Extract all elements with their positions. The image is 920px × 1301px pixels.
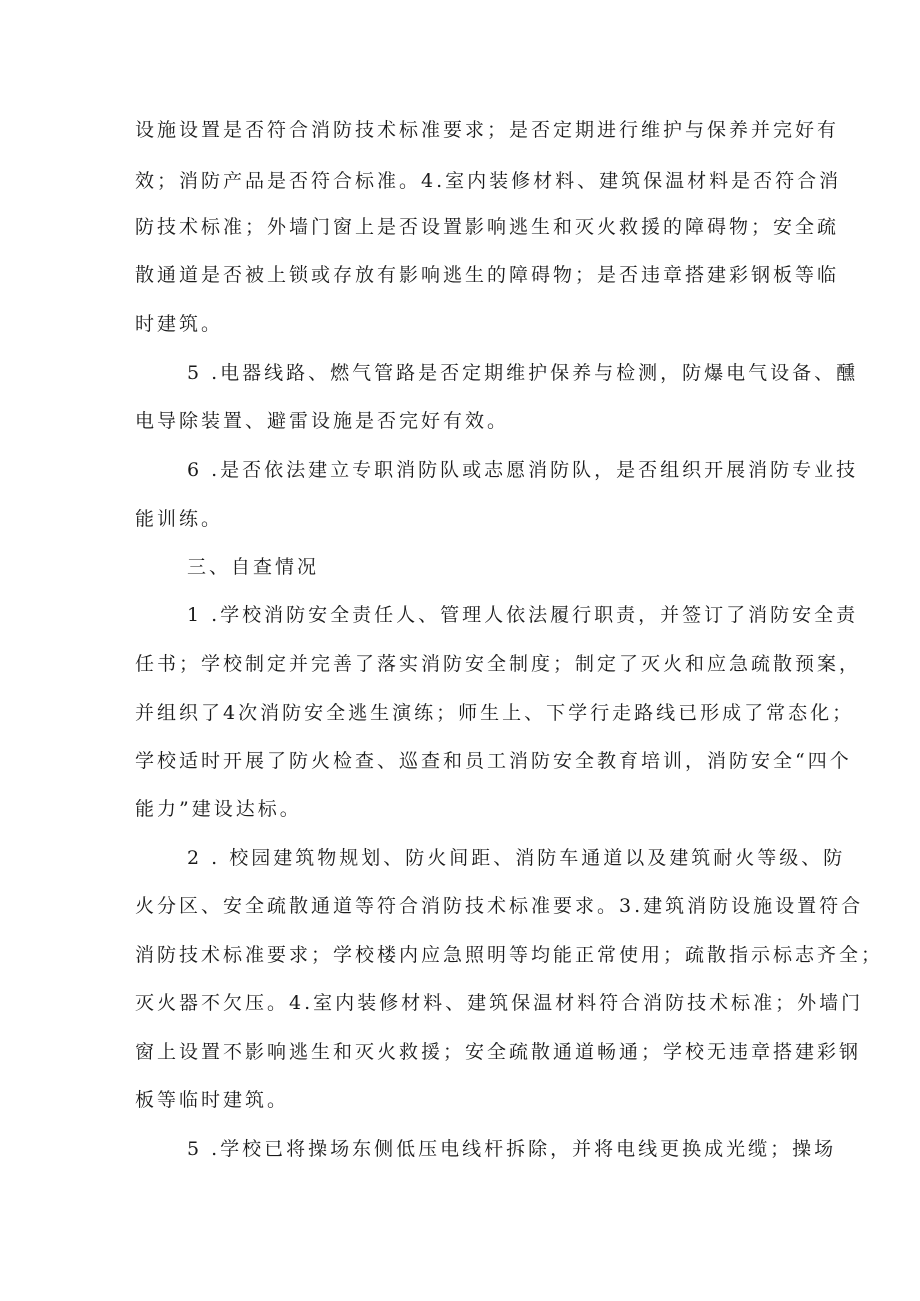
- self-check-item-2-line-1: 2 . 校园建筑物规划、防火间距、消防车通道以及建筑耐火等级、防: [187, 847, 846, 869]
- text-line: 防技术标准；外墙门窗上是否设置影响逃生和灭火救援的障碍物；安全疏: [135, 216, 840, 238]
- text-line: 任书；学校制定并完善了落实消防安全制度；制定了灭火和应急疏散预案，: [135, 653, 862, 675]
- text-line: 能力”建设达标。: [135, 798, 302, 820]
- text-line: 能训练。: [135, 508, 224, 530]
- text-line: 散通道是否被上锁或存放有影响逃生的障碍物；是否违章搭建彩钢板等临: [135, 264, 840, 286]
- text-line: 并组织了4次消防安全逃生演练；师生上、下学行走路线已形成了常态化；: [135, 702, 855, 724]
- text-line: 窗上设置不影响逃生和灭火救援；安全疏散通道畅通；学校无违章搭建彩钢: [135, 1041, 862, 1063]
- text-line: 时建筑。: [135, 313, 224, 335]
- text-line: 效；消防产品是否符合标准。4.室内装修材料、建筑保温材料是否符合消: [135, 170, 842, 192]
- text-line: 板等临时建筑。: [135, 1089, 290, 1111]
- self-check-item-1-line-1: 1 .学校消防安全责任人、管理人依法履行职责，并签订了消防安全责: [187, 604, 859, 626]
- text-line: 电导除装置、避雷设施是否完好有效。: [135, 410, 510, 432]
- paragraph-6-line-1: 6 .是否依法建立专职消防队或志愿消防队，是否组织开展消防专业技: [187, 459, 859, 481]
- text-line: 设施设置是否符合消防技术标准要求；是否定期进行维护与保养并完好有: [135, 119, 840, 141]
- text-line: 灭火器不欠压。4.室内装修材料、建筑保温材料符合消防技术标准；外墙门: [135, 992, 864, 1014]
- paragraph-5-line-1: 5 .电器线路、燃气管路是否定期维护保养与检测，防爆电气设备、醺: [187, 362, 859, 384]
- self-check-item-5-line-1: 5 .学校已将操场东侧低压电线杆拆除，并将电线更换成光缆；操场: [187, 1138, 837, 1160]
- text-line: 火分区、安全疏散通道等符合消防技术标准要求。3.建筑消防设施设置符合: [135, 895, 864, 917]
- text-line: 消防技术标准要求；学校楼内应急照明等均能正常使用；疏散指示标志齐全；: [135, 944, 884, 966]
- text-line: 学校适时开展了防火检查、巡查和员工消防安全教育培训，消防安全“四个: [135, 750, 852, 772]
- section-heading: 三、自查情况: [187, 556, 320, 578]
